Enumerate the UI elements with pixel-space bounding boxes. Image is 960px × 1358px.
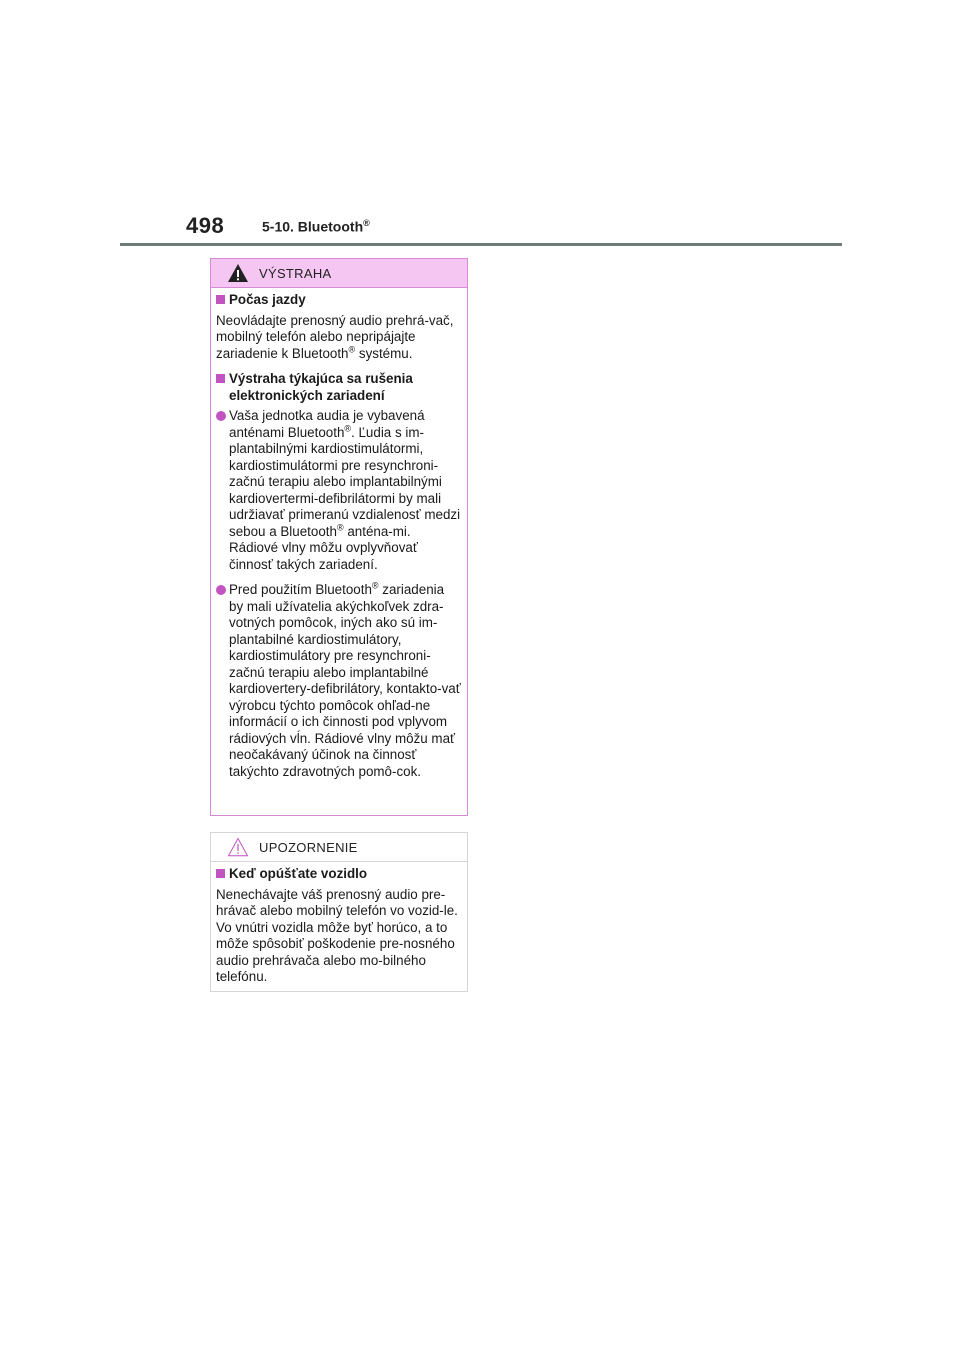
subheading-text: Keď opúšťate vozidlo <box>229 866 368 881</box>
warning-box-title: VÝSTRAHA <box>259 266 332 281</box>
circle-bullet-icon <box>216 411 226 421</box>
caution-box <box>210 832 468 992</box>
warning-triangle-icon <box>227 263 249 283</box>
section-title-text: 5-10. Bluetooth <box>262 218 364 235</box>
caution-box-title: UPOZORNENIE <box>259 840 358 855</box>
bullet-text: Vaša jednotka audia je vybavená anténami Bluetooth <box>229 408 425 440</box>
caution-paragraph-leaving: Nenechávajte váš prenosný audio pre-hrávač alebo mobilný telefón vo vozid-le. Vo vnútri vozidla môže byť horúco, a to môže spôsobiť poškodenie pre-nosného audio prehrávača alebo mo-bilného telefónu. <box>216 886 458 984</box>
square-bullet-icon <box>216 869 225 878</box>
square-bullet-icon <box>216 295 225 304</box>
paragraph-text: systému. <box>355 345 413 361</box>
subheading-text: Počas jazdy <box>229 292 306 307</box>
warning-paragraph-driving <box>216 313 461 363</box>
warning-box-header <box>211 259 467 288</box>
square-bullet-icon <box>216 374 225 383</box>
bullet-text: anténa-mi. Rádiové vlny môžu ovplyvňovať činnosť takých zariadení. <box>229 523 418 572</box>
registered-mark: ® <box>363 218 370 228</box>
caution-box-body <box>211 862 467 986</box>
warning-bullet-antennas <box>216 408 461 573</box>
caution-box-header <box>211 833 467 862</box>
registered-mark: ® <box>348 344 356 355</box>
bullet-text: . Ľudia s im-plantabilnými kardiostimulátormi, kardiostimulátormi pre resynchroni-začnú terapiu alebo implantabilnými kardiovertermi-defibrilátormi by mali udržiavať primeranú vzdialenosť medzi sebou a Bluetooth <box>229 424 461 539</box>
warning-bullet-medical-devices <box>216 582 461 780</box>
circle-bullet-icon <box>216 585 226 595</box>
paragraph-text: Neovládajte prenosný audio prehrá-vač, mobilný telefón alebo nepripájajte zariadenie k Bluetooth <box>216 312 454 361</box>
warning-subheading-driving <box>216 292 461 309</box>
registered-mark: ® <box>336 522 344 533</box>
section-title <box>262 218 370 235</box>
caution-subheading-leaving <box>216 866 461 883</box>
registered-mark: ® <box>344 423 352 434</box>
warning-box-body <box>211 288 467 780</box>
page-header <box>0 0 960 250</box>
bullet-text: zariadenia by mali užívatelia akýchkoľvek zdra-votných pomôcok, iných ako sú im-plantabilné kardiostimulátory, kardiostimulátory pre resynchroni-začnú terapiu alebo implantabilné kardiovertery-defibrilátory, kontakto-vať výrobcu týchto pomôcok ohľad-ne informácií o ich činnosti pod vplyvom rádiových vĺn. Rádiové vlny môžu mať neočakávaný účinok na činnosť takýchto zdravotných pomô-cok. <box>229 582 461 779</box>
caution-triangle-icon <box>227 837 249 857</box>
bullet-text: Pred použitím Bluetooth <box>229 582 372 597</box>
header-rule <box>120 243 842 246</box>
registered-mark: ® <box>371 580 379 591</box>
subheading-text: Výstraha týkajúca sa rušenia elektronických zariadení <box>229 371 413 403</box>
warning-box <box>210 258 468 816</box>
page-number: 498 <box>186 213 225 238</box>
warning-subheading-interference <box>216 371 461 404</box>
